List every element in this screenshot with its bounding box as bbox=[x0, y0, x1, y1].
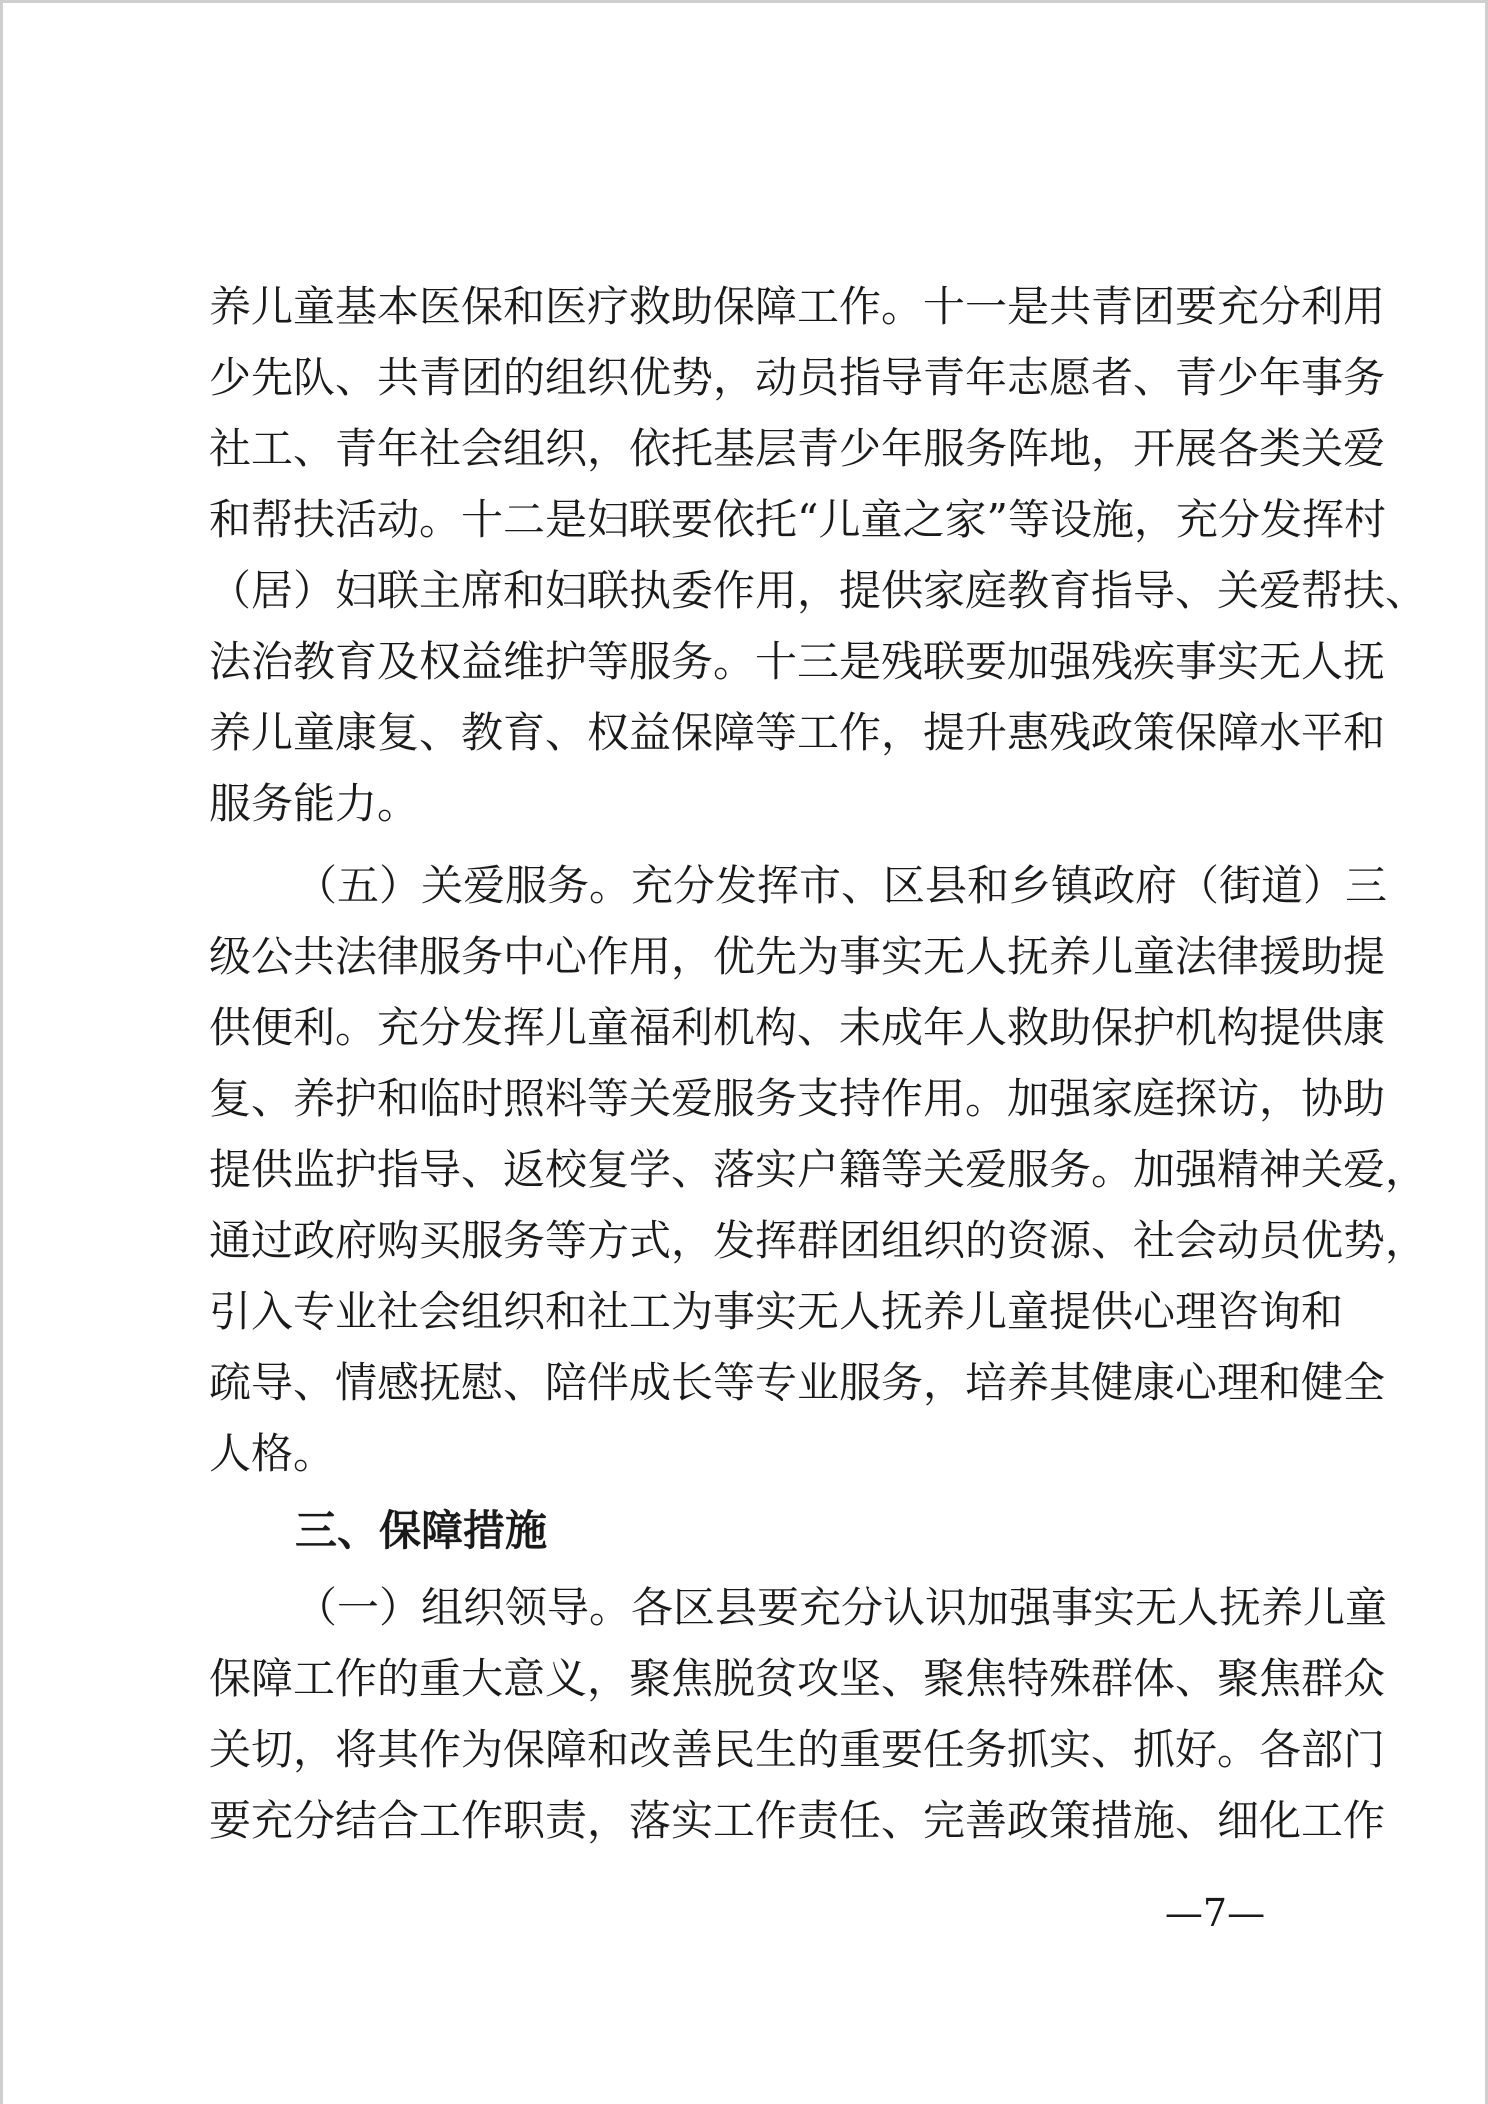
page-border-left bbox=[0, 0, 3, 2104]
text-line: 法治教育及权益维护等服务。十三是残联要加强残疾事实无人抚 bbox=[209, 637, 1386, 686]
text-line: 通过政府购买服务等方式，发挥群团组织的资源、社会动员优势， bbox=[209, 1216, 1428, 1265]
text-line: 要充分结合工作职责，落实工作责任、完善政策措施、细化工作 bbox=[209, 1796, 1386, 1845]
section-heading: 三、保障措施 bbox=[295, 1506, 548, 1555]
text-line: 养儿童基本医保和医疗救助保障工作。十一是共青团要充分利用 bbox=[209, 282, 1386, 331]
text-line: 疏导、情感抚慰、陪伴成长等专业服务，培养其健康心理和健全 bbox=[209, 1358, 1386, 1407]
text-line: 级公共法律服务中心作用，优先为事实无人抚养儿童法律援助提 bbox=[209, 932, 1386, 981]
text-line: 提供监护指导、返校复学、落实户籍等关爱服务。加强精神关爱， bbox=[209, 1145, 1428, 1194]
text-line: 保障工作的重大意义，聚焦脱贫攻坚、聚焦特殊群体、聚焦群众 bbox=[209, 1654, 1386, 1703]
text-line: 关切，将其作为保障和改善民生的重要任务抓实、抓好。各部门 bbox=[209, 1725, 1386, 1774]
page-border-top bbox=[0, 0, 1488, 3]
text-line: （居）妇联主席和妇联执委作用，提供家庭教育指导、关爱帮扶、 bbox=[209, 566, 1428, 615]
text-line: 养儿童康复、教育、权益保障等工作，提升惠残政策保障水平和 bbox=[209, 708, 1386, 757]
section-5-paragraph-start: （五）关爱服务。充分发挥市、区县和乡镇政府（街道）三 bbox=[295, 861, 1388, 910]
text-line: 少先队、共青团的组织优势，动员指导青年志愿者、青少年事务 bbox=[209, 353, 1386, 402]
page-number: —7— bbox=[1164, 1891, 1266, 1935]
text-line: 社工、青年社会组织，依托基层青少年服务阵地，开展各类关爱 bbox=[209, 424, 1386, 473]
text-line: 服务能力。 bbox=[209, 779, 420, 828]
text-line: 供便利。充分发挥儿童福利机构、未成年人救助保护机构提供康 bbox=[209, 1003, 1386, 1052]
text-line: 引入专业社会组织和社工为事实无人抚养儿童提供心理咨询和 bbox=[209, 1287, 1344, 1336]
text-line: 复、养护和临时照料等关爱服务支持作用。加强家庭探访，协助 bbox=[209, 1074, 1386, 1123]
text-line: 和帮扶活动。十二是妇联要依托“儿童之家”等设施，充分发挥村 bbox=[209, 495, 1386, 544]
text-line: 人格。 bbox=[209, 1429, 336, 1478]
section-1-paragraph-start: （一）组织领导。各区县要充分认识加强事实无人抚养儿童 bbox=[295, 1583, 1388, 1632]
